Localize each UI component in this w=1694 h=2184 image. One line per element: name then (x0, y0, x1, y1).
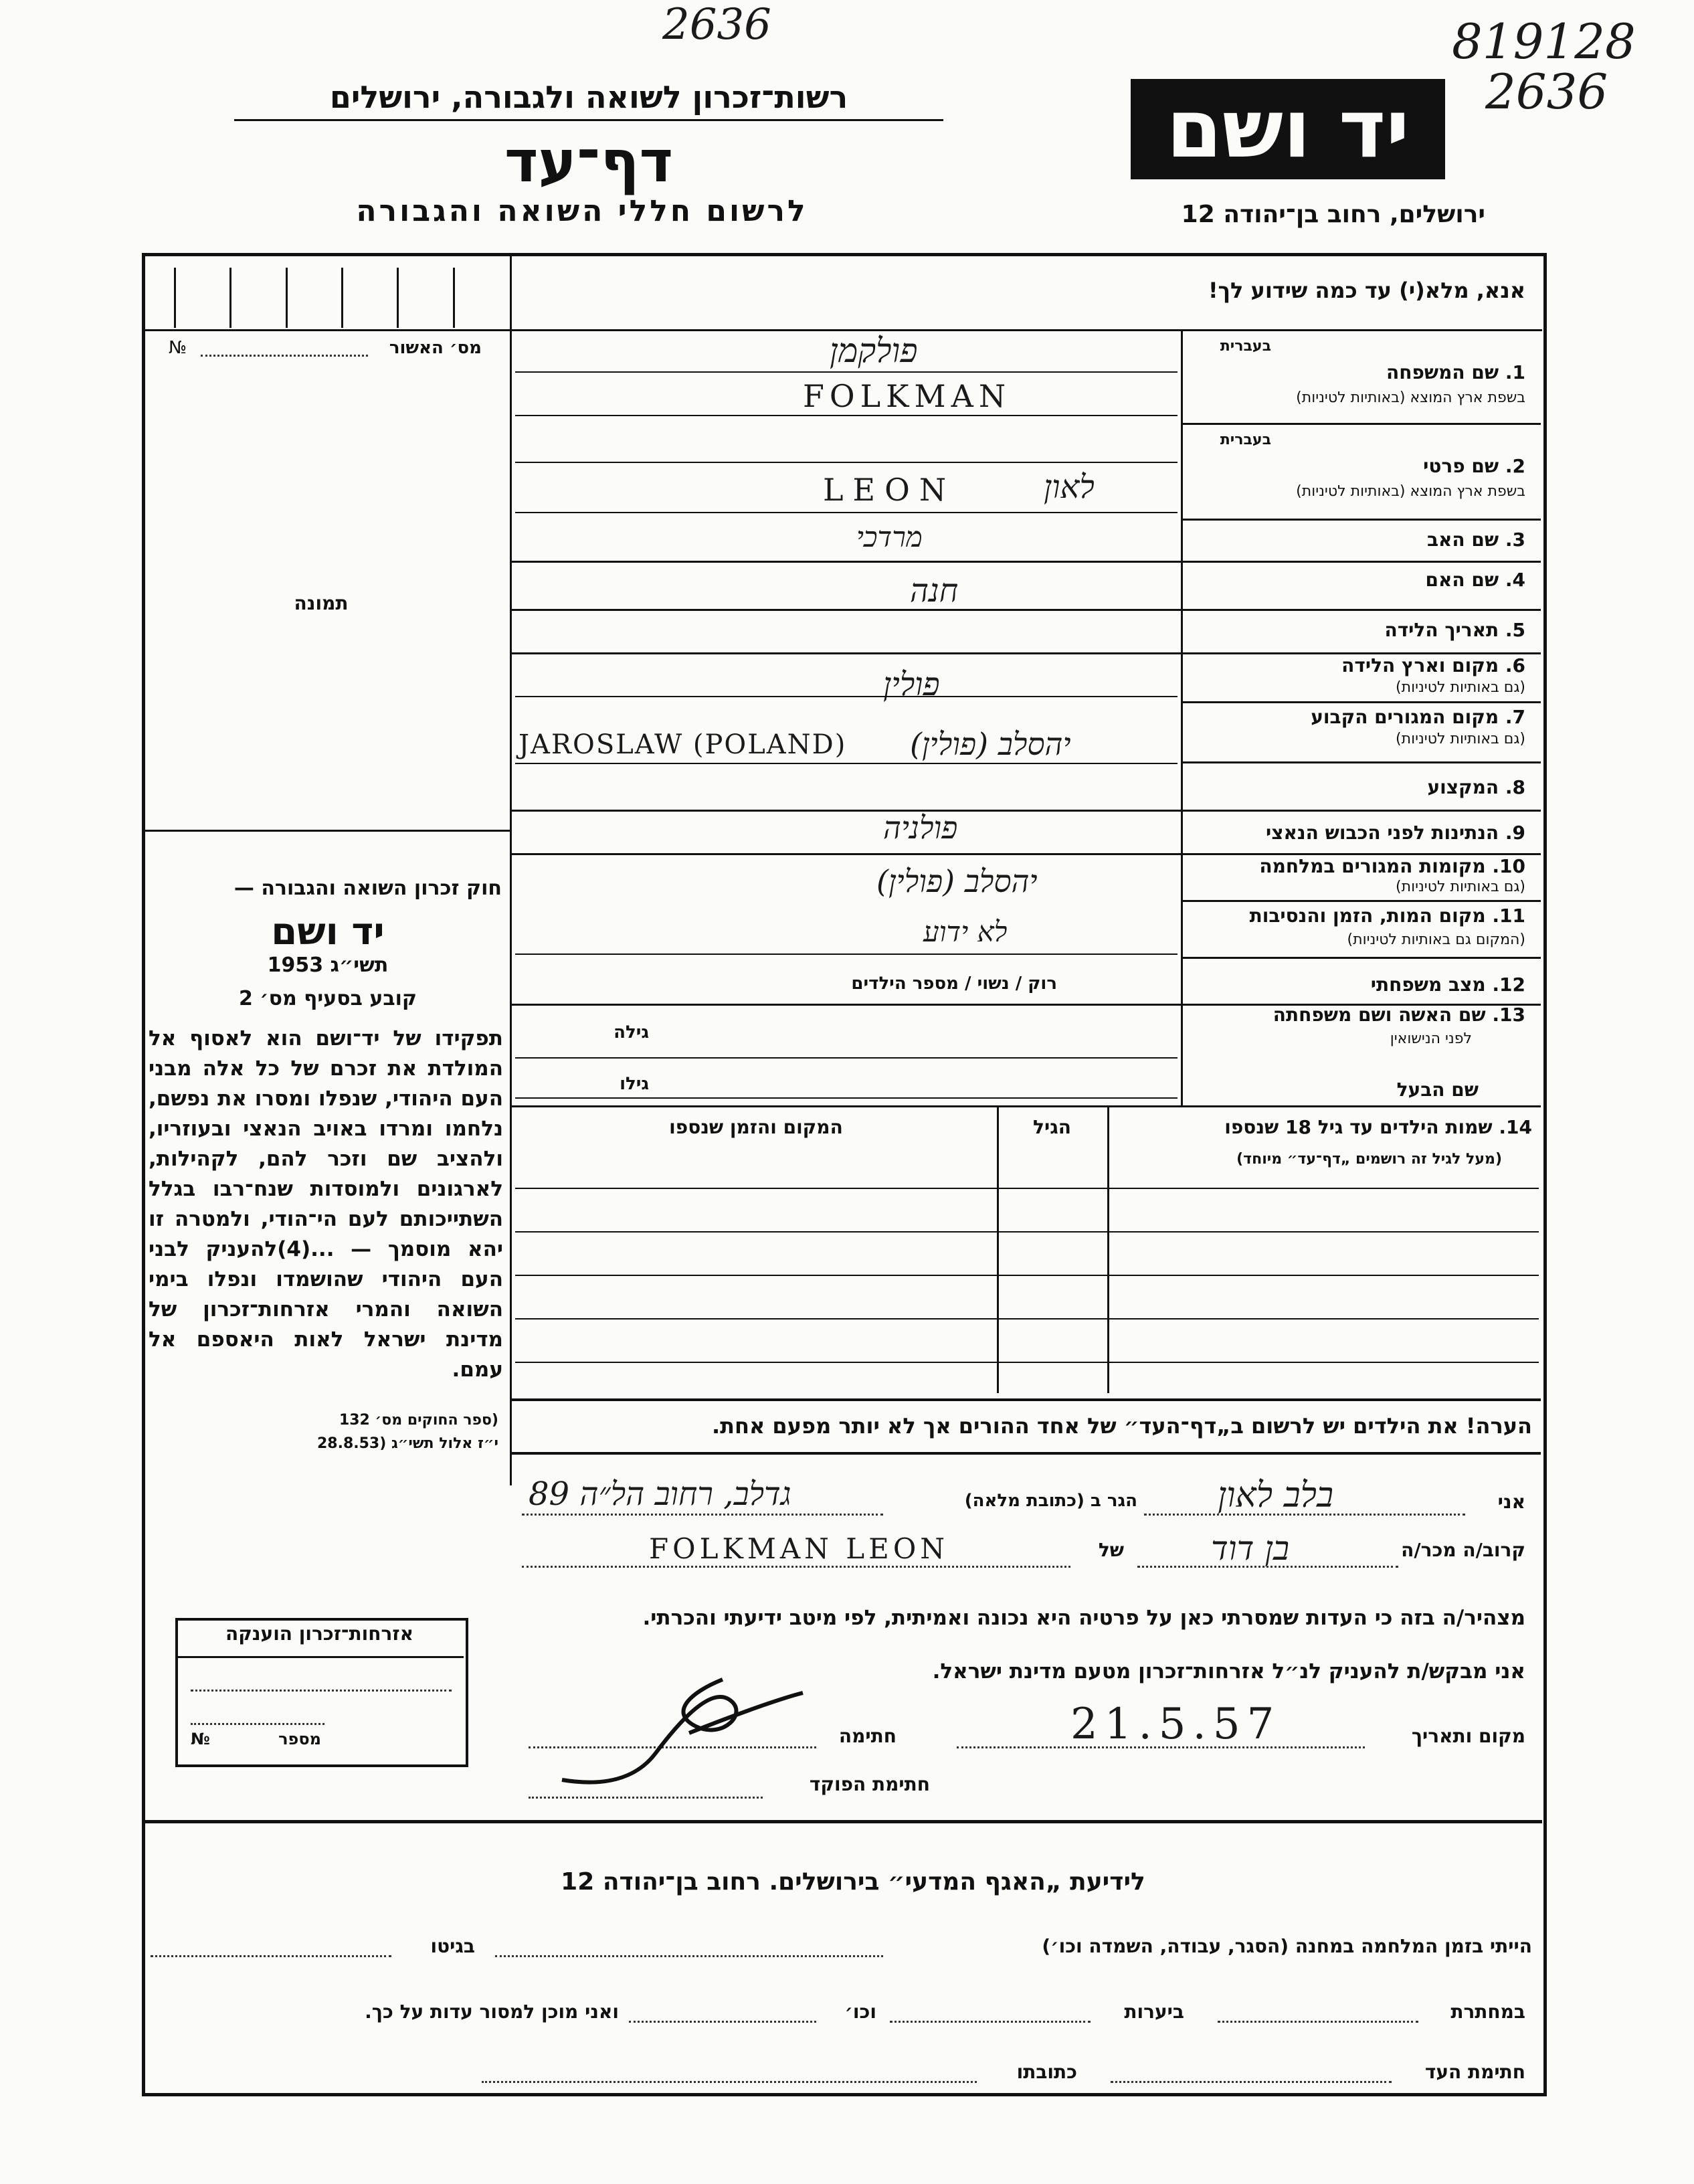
children-age-header: הגיל (1033, 1116, 1071, 1138)
law-clause: קובע בסעיף מס׳ 2 (238, 987, 417, 1010)
footer-camp-fill (495, 1955, 883, 1957)
field-12-num: 12. (1492, 974, 1525, 996)
field-13-value: גילה (614, 1022, 649, 1042)
children-place-header: המקום והזמן שנספו (669, 1116, 843, 1138)
field-3-text: שם האב (1426, 529, 1499, 551)
field-9-value[interactable]: פולניה (883, 810, 958, 846)
law-body: תפקידו של יד־ושם הוא לאסוף אל המולדת את זכרם של כל אלה מבני העם היהודי, שנפלו ומסרו את נפשם, נלחמו ומרדו באויב הנאצי ובעוזריו, ולהציב שם וזכר להם, לקהילות, לארגונים ולמוסדות שנח־רבו בגלל השתייכותם לעם הי־הודי, ולמטרה זו יהא מוסמך — ...(4)להעניק לבני העם היהודי שהושמדו ונפלו בימי השואה והמרי אזרחות־זכרון של מדינת ישראל לאות היאספם אל עמם. (149, 1026, 503, 1382)
photo-area-bottom (144, 830, 512, 832)
approval-number-line (201, 355, 368, 357)
field-2-text: שם פרטי (1423, 455, 1499, 477)
field-6-note: (גם באותיות לטיניות) (1396, 679, 1525, 696)
field-11-text: מקום המות, הזמן והנסיבות (1249, 905, 1486, 927)
field-8-label (1191, 776, 1525, 798)
field-1-num: 1. (1505, 361, 1525, 383)
field-12-value: רוק / נשוי / מספר הילדים (851, 974, 1057, 994)
field-4-num: 4. (1505, 569, 1525, 591)
children-col-divider-2 (997, 1105, 999, 1393)
field-1-text: שם המשפחה (1386, 361, 1499, 383)
footer-etc: וכו׳ (844, 2001, 876, 2023)
children-num: 14. (1499, 1116, 1532, 1138)
citizenship-line-1 (191, 1690, 452, 1692)
field-1-note: בשפת ארץ המוצא (באותיות לטיניות) (1296, 389, 1525, 406)
field-12-text: מצב משפחתי (1370, 974, 1486, 996)
field-7-num: 7. (1505, 706, 1525, 728)
field-10-text: מקומות המגורים במלחמה (1259, 855, 1486, 877)
address: ירושלים, רחוב בן־יהודה 12 (1181, 201, 1485, 228)
form-title: דף־עד (504, 128, 674, 195)
children-row-2 (515, 1231, 1539, 1233)
husband-line (515, 1097, 1178, 1099)
footer-witness-fill (1111, 2081, 1392, 2083)
field-3-label (1191, 529, 1525, 551)
field-2-num: 2. (1505, 455, 1525, 477)
footer-witness-signature: חתימת העד (1424, 2061, 1525, 2083)
field-3-value[interactable]: מרדכי (856, 521, 923, 553)
decl-signature-label: חתימה (838, 1725, 897, 1747)
footer-his-address: כתובתו (1016, 2061, 1077, 2083)
field-13-line (515, 1057, 1178, 1059)
footer-underground: במחתרת (1450, 2001, 1525, 2023)
children-row-3 (515, 1275, 1539, 1276)
approval-number-symbol: № (169, 338, 187, 358)
field-1-label (1191, 361, 1525, 383)
field-9-text: הנתינות לפני הכבוש הנאצי (1266, 822, 1499, 844)
decl-address-value[interactable]: גדלב, רחוב הל״ה 89 (529, 1475, 791, 1513)
corner-handwritten-number-2: 2636 (1485, 64, 1608, 120)
footer-camp-line: הייתי בזמן המלחמה במחנה (הסגר, עבודה, השמדה וכו׳) (1042, 1935, 1532, 1957)
remark-divider (512, 1452, 1541, 1455)
row-8-divider (512, 810, 1541, 812)
photo-area-top (144, 329, 512, 331)
field-7-label (1191, 706, 1525, 728)
corner-handwritten-number-1: 819128 (1452, 13, 1636, 70)
footer-etc-fill (629, 2021, 816, 2023)
top-handwritten-number: 2636 (662, 0, 771, 50)
children-col-divider-1 (1107, 1105, 1109, 1393)
form-subtitle: לרשום חללי השואה והגבורה (356, 194, 808, 228)
field-11-line (515, 953, 1178, 955)
photo-label: תמונה (294, 592, 349, 614)
field-12-label (1191, 974, 1525, 996)
footer-ghetto-fill (151, 1955, 391, 1957)
decl-residing: הגר ב (כתובת מלאה) (964, 1491, 1137, 1511)
left-column-divider (510, 254, 512, 1485)
husband-name-value: גילו (620, 1074, 649, 1094)
field-5-num: 5. (1505, 619, 1525, 641)
field-7-text: מקום המגורים הקבוע (1311, 706, 1499, 728)
field-13-label (1191, 1004, 1525, 1026)
field-2-value-hebrew[interactable]: לאון (1044, 468, 1095, 506)
field-1-line-b (515, 415, 1178, 416)
field-5-text: תאריך הלידה (1384, 619, 1499, 641)
citizenship-box-title: אזרחות־זכרון הוענקה (225, 1623, 413, 1645)
authority-underline (234, 119, 943, 121)
decl-of: של (1098, 1539, 1124, 1561)
row-2-divider (1183, 519, 1541, 521)
footer-forests: ביערות (1124, 2001, 1184, 2023)
children-text: שמות הילדים עד גיל 18 שנספו (1224, 1116, 1493, 1138)
yad-vashem-logo: יד ושם (1131, 79, 1445, 179)
approval-boxes (174, 268, 508, 328)
authority-title: רשות־זכרון לשואה ולגבורה, ירושלים (329, 79, 848, 115)
intro-divider (512, 329, 1542, 331)
field-11-value[interactable]: לא ידוע (923, 915, 1008, 948)
field-2-line-b (515, 512, 1178, 513)
decl-place-date: מקום ותאריך (1411, 1725, 1525, 1747)
field-7-line (515, 763, 1178, 764)
decl-relation-value[interactable]: בן דוד (1211, 1529, 1290, 1568)
field-2-label (1191, 455, 1525, 477)
citizenship-line-2 (191, 1723, 324, 1725)
officer-signature-line (529, 1797, 763, 1799)
decl-person-line (522, 1566, 1070, 1568)
field-9-num: 9. (1505, 822, 1525, 844)
field-8-num: 8. (1505, 776, 1525, 798)
field-1-value-hebrew[interactable]: פולקמן (830, 331, 918, 370)
field-2-note: בשפת ארץ המוצא (באותיות לטיניות) (1296, 483, 1525, 500)
children-note: (מעל לגיל זה רושמים „דף־עד״ מיוחד) (1236, 1151, 1502, 1168)
footer-divider (144, 1820, 1542, 1823)
remark: הערה! את הילדים יש לרשום ב„דף־העד״ של אחד ההורים אך לא יותר מפעם אחת. (711, 1413, 1532, 1439)
children-row-5 (515, 1362, 1539, 1363)
field-4-value[interactable]: חנה (910, 572, 959, 610)
field-2-line-a (515, 462, 1178, 463)
decl-relation-line (1137, 1566, 1398, 1568)
law-title: חוק זכרון השואה והגבורה — (233, 877, 502, 900)
decl-declare: מצהיר/ה בזה כי העדות שמסרתי כאן על פרטיה היא נכונה ואמיתית, לפי מיטב ידיעתי והכרתי. (642, 1606, 1525, 1630)
citizenship-number-symbol: № (191, 1730, 210, 1748)
footer-forests-fill (890, 2021, 1091, 2023)
field-6-line (515, 696, 1178, 697)
citizenship-box-divider (177, 1656, 464, 1658)
field-11-label (1191, 905, 1525, 927)
field-11-num: 11. (1492, 905, 1525, 927)
decl-request: אני מבקש/ת להעניק לנ״ל אזרחות־זכרון מטעם מדינת ישראל. (932, 1659, 1525, 1683)
field-6-num: 6. (1505, 654, 1525, 676)
husband-name-label: שם הבעל (1396, 1079, 1479, 1101)
approval-number-label: מס׳ האשור (389, 338, 482, 358)
field-5-label (1191, 619, 1525, 641)
field-7-note: (גם באותיות לטיניות) (1396, 731, 1525, 747)
footer-address-fill (482, 2081, 977, 2083)
field-8-text: המקצוע (1427, 776, 1499, 798)
field-10-value[interactable]: יהסלב (פולין) (876, 863, 1038, 899)
children-label (1114, 1116, 1532, 1138)
field-6-text: מקום וארץ הלידה (1341, 654, 1499, 676)
children-table-bottom (512, 1398, 1541, 1401)
row-11-divider (1183, 957, 1541, 959)
field-4-text: שם האם (1425, 569, 1499, 591)
field-1-hebrew-tag: בעברית (1220, 338, 1271, 355)
field-10-label (1191, 855, 1525, 877)
decl-person-value[interactable]: FOLKMAN LEON (649, 1532, 949, 1565)
field-10-note: (גם באותיות לטיניות) (1396, 879, 1525, 895)
field-4-label (1191, 569, 1525, 591)
law-ref-2: י״ז אלול תשי״ג (28.8.53 (316, 1435, 498, 1452)
row-13-divider (512, 1105, 1541, 1107)
row-6-divider (1183, 701, 1541, 703)
row-3-divider (512, 561, 1541, 563)
decl-name-line (1144, 1514, 1465, 1516)
footer-title: לידיעת „האגף המדעי״ בירושלים. רחוב בן־יהודה 12 (561, 1868, 1145, 1896)
children-row-4 (515, 1318, 1539, 1320)
field-11-note: (המקום גם באותיות לטיניות) (1347, 931, 1525, 948)
decl-address-line (522, 1514, 883, 1516)
field-2-hebrew-tag: בעברית (1220, 432, 1271, 448)
row-10-divider (1183, 900, 1541, 902)
field-9-label (1191, 822, 1525, 844)
footer-underground-fill (1218, 2021, 1418, 2023)
decl-relative: קרוב/ה מכר/ה (1401, 1539, 1525, 1561)
decl-date-value[interactable]: 21.5.57 (1070, 1700, 1281, 1749)
footer-ready: ואני מוכן למסור עדות על כך. (365, 2001, 619, 2023)
field-13-num: 13. (1492, 1004, 1525, 1026)
law-ref-1: (ספר החוקים מס׳ 132 (339, 1412, 498, 1429)
row-1-divider (1183, 423, 1541, 425)
field-10-num: 10. (1492, 855, 1525, 877)
decl-date-line (957, 1746, 1365, 1748)
field-6-label (1191, 654, 1525, 676)
row-7-divider (1183, 761, 1541, 763)
field-7-value-hebrew[interactable]: יהסלב (פולין) (910, 726, 1071, 762)
citizenship-number-label: מספר (278, 1730, 321, 1748)
decl-ani: אני (1497, 1491, 1525, 1513)
decl-name-value[interactable]: בלב לאון (1218, 1475, 1334, 1516)
field-7-value-latin[interactable]: JAROSLAW (POLAND) (519, 729, 847, 760)
field-1-value-latin[interactable]: FOLKMAN (803, 378, 1012, 414)
officer-signature-label: חתימת הפוקד (809, 1773, 930, 1795)
field-6-value[interactable]: פולין (883, 666, 940, 703)
intro-text: אנא, מלא(י) עד כמה שידוע לך! (1208, 278, 1525, 303)
label-column-divider (1181, 329, 1183, 1105)
law-name: יד ושם (271, 910, 385, 953)
field-13-note: לפני הנישואין (1390, 1030, 1472, 1047)
law-year: תשי״ג 1953 (267, 953, 389, 977)
field-3-num: 3. (1505, 529, 1525, 551)
field-13-text: שם האשה ושם משפחתה (1273, 1004, 1486, 1026)
footer-ghetto: בגיטו (430, 1935, 475, 1957)
field-1-line-a (515, 371, 1178, 373)
field-2-value-latin[interactable]: LEON (823, 472, 956, 508)
children-row-1 (515, 1188, 1539, 1189)
row-4-divider (512, 609, 1541, 611)
